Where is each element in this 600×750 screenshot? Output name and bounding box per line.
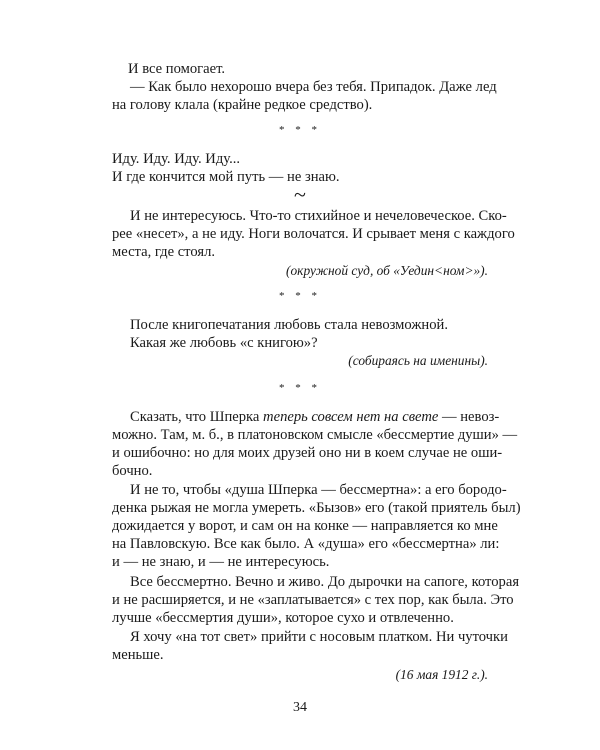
section-separator: * * * (279, 124, 321, 136)
section-separator: * * * (279, 290, 321, 302)
text-line: И где кончится мой путь — не знаю. (112, 169, 340, 185)
text-line: — Как было нехорошо вчера без тебя. Припадок. Даже лед (130, 79, 497, 95)
text-line: И не интересуюсь. Что-то стихийное и нечеловеческое. Ско- (130, 208, 507, 224)
text-line: и ошибочно: но для моих друзей оно ни в коем случае не оши- (112, 445, 503, 461)
text-line: рее «несет», а не иду. Ноги волочатся. И срывает меня с каждого (112, 226, 515, 242)
text-line: Все бессмертно. Вечно и живо. До дырочки на сапоге, которая (130, 574, 520, 590)
text-line: И все помогает. (128, 61, 226, 77)
text-line: Иду. Иду. Иду. Иду... (112, 151, 241, 167)
text-line: меньше. (112, 647, 164, 663)
text-line: После книгопечатания любовь стала невозможной. (130, 317, 448, 333)
text-line: на Павловскую. Все как было. А «душа» его «бессмертна» ли: (112, 536, 500, 552)
text-line: денка рыжая не могла умереть. «Бызов» его (такой приятель был) (112, 500, 521, 516)
attribution-note: (окружной суд, об «Уедин<ном>»). (286, 263, 488, 278)
text-line: Какая же любовь «с книгою»? (130, 335, 318, 351)
text-line: И не то, чтобы «душа Шперка — бессмертна»: а его бородо- (130, 482, 507, 498)
text-line: дожидается у ворот, и сам он на конке — направляется ко мне (112, 518, 498, 534)
text-line: места, где стоял. (112, 244, 216, 260)
text-line: бочно. (112, 463, 153, 479)
text-fragment: — невоз- (438, 409, 500, 425)
text-line: и не расширяется, и не «заплатывается» с тех пор, как была. Это (112, 592, 514, 608)
text-line (130, 408, 500, 426)
page-number: 34 (293, 700, 307, 715)
emphasized-text: теперь совсем нет на свете (263, 409, 439, 425)
tilde-separator: ~ (294, 182, 306, 207)
date-note: (16 мая 1912 г.). (395, 667, 488, 682)
section-separator: * * * (279, 382, 321, 394)
text-line: Я хочу «на тот свет» прийти с носовым платком. Ни чуточки (130, 629, 508, 645)
text-line: можно. Там, м. б., в платоновском смысле «бессмертие души» — (112, 427, 518, 443)
text-line: лучше «бессмертия души», которое сухо и отвлеченно. (112, 610, 454, 626)
text-fragment: Сказать, что Шперка (130, 409, 264, 425)
text-line: на голову клала (крайне редкое средство). (112, 97, 373, 113)
attribution-note: (собираясь на именины). (348, 353, 488, 368)
text-line: и — не знаю, и — не интересуюсь. (112, 554, 330, 570)
